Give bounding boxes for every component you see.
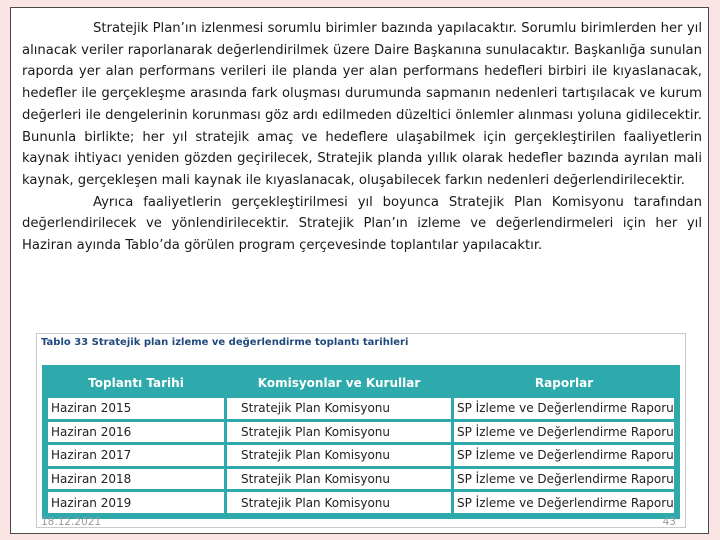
body-text bbox=[22, 18, 702, 257]
cell-meeting-date: Haziran 2016 bbox=[48, 422, 224, 443]
cell-meeting-date: Haziran 2015 bbox=[48, 398, 224, 419]
cell-report: SP İzleme ve Değerlendirme Raporu bbox=[454, 422, 674, 443]
table-header-row bbox=[48, 371, 674, 395]
cell-meeting-date: Haziran 2018 bbox=[48, 469, 224, 490]
cell-committee: Stratejik Plan Komisyonu bbox=[227, 469, 451, 490]
cell-report: SP İzleme ve Değerlendirme Raporu bbox=[454, 398, 674, 419]
table-row bbox=[48, 469, 674, 490]
table-frame bbox=[42, 365, 680, 519]
table-figure bbox=[36, 333, 686, 528]
footer-date: 18.12.2021 bbox=[41, 516, 102, 528]
cell-report: SP İzleme ve Değerlendirme Raporu bbox=[454, 469, 674, 490]
header-committees: Komisyonlar ve Kurullar bbox=[227, 371, 451, 395]
cell-meeting-date: Haziran 2019 bbox=[48, 492, 224, 513]
cell-committee: Stratejik Plan Komisyonu bbox=[227, 422, 451, 443]
header-reports: Raporlar bbox=[454, 371, 674, 395]
paragraph-2: Ayrıca faaliyetlerin gerçekleştirilmesi yıl boyunca Stratejik Plan Komisyonu tarafından değerlendirilecek ve yönlendirilecektir. Stratejik Plan’ın izleme ve değerlendirmeleri için her yıl Haziran ayında Tablo’da görülen program çerçevesinde toplantılar yapılacaktır. bbox=[22, 194, 702, 254]
table-row bbox=[48, 398, 674, 419]
cell-committee: Stratejik Plan Komisyonu bbox=[227, 492, 451, 513]
cell-meeting-date: Haziran 2017 bbox=[48, 445, 224, 466]
paragraph-1: Stratejik Plan’ın izlenmesi sorumlu birimler bazında yapılacaktır. Sorumlu birimlerden her yıl alınacak veriler raporlanarak değerlendirilmek üzere Daire Başkanına sunulacaktır. Başkanlığa sunulan raporda yer alan performans verileri ile planda yer alan performans hedefleri birbiri ile kıyaslanacak, hedefler ile gerçekleşme arasında fark oluşması durumunda sapmanın nedenleri tartışılacak ve kurum değerleri ile dengelerinin korunması göz ardı edilmeden düzeltici önlemler alınması yoluna gidilecektir. Bununla birlikte; her yıl stratejik amaç ve hedeflere ulaşabilmek için gerçekleştirilen faaliyetlerin kaynak ihtiyacı yeniden gözden geçirilecek, Stratejik planda yıllık olarak hedefler bazında ayrılan mali kaynak, gerçekleşen mali kaynak ile kıyaslanacak, oluşabilecek farkın nedenleri değerlendirilecektir. bbox=[22, 21, 702, 188]
cell-report: SP İzleme ve Değerlendirme Raporu bbox=[454, 445, 674, 466]
table-row bbox=[48, 492, 674, 513]
cell-committee: Stratejik Plan Komisyonu bbox=[227, 398, 451, 419]
cell-report: SP İzleme ve Değerlendirme Raporu bbox=[454, 492, 674, 513]
meeting-schedule-table bbox=[45, 368, 677, 516]
table-row bbox=[48, 422, 674, 443]
cell-committee: Stratejik Plan Komisyonu bbox=[227, 445, 451, 466]
table-row bbox=[48, 445, 674, 466]
page-number: 43 bbox=[662, 516, 676, 528]
slide bbox=[10, 7, 709, 534]
header-meeting-date: Toplantı Tarihi bbox=[48, 371, 224, 395]
table-caption: Tablo 33 Stratejik plan izleme ve değerlendirme toplantı tarihleri bbox=[41, 337, 409, 348]
